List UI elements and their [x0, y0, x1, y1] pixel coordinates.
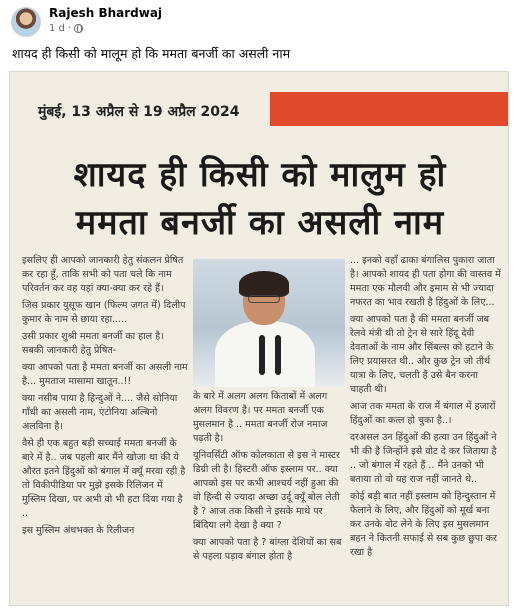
article-paragraph: उसी प्रकार शुश्री ममता बनर्जी का हाल है। सबकी जानकारी हेतु प्रेषित- — [22, 331, 164, 356]
microphone-icon — [275, 335, 281, 375]
article-paragraph: के बारे में अलग अलग किताबों में अलग अलग विवरण है। पर ममता बनर्जी एक मुसलमान है .. ममता बनर्जी रोज नमाज पढ़ती है। — [193, 391, 328, 444]
article-paragraph: इस मुस्लिम अंधभक्त के रिलीजन — [22, 525, 135, 536]
article-middle-column — [193, 390, 346, 567]
article-paragraph: जिस प्रकार युसूफ खान (फिल्म जगत में) दिलीप कुमार के नाम से छाया रहा..... — [22, 300, 186, 325]
article-paragraph: कोई बड़ी बात नहीं इस्लाम को हिन्दुस्तान में फैलाने के लिए, और हिंदुओं को मूर्ख बना कर उनके वोट लेने के लिए इस मुसलमान बहन ने कितनी सफाई से सब कुछ छुपा कर रखा है — [350, 491, 497, 558]
article-paragraph: इसलिए ही आपको जानकारी हेतु संकलन प्रेषित कर रहा हूँ, ताकि सभी को पता चले कि नाम परिवर्तन कर वह यहां क्या-क्या कर रहे हैं। — [22, 255, 184, 294]
article-paragraph: ... इनको वहाँ ढाका बंगालिस पुकारा जाता है। आपको शायद ही पता होगा की वास्तव में ममता एक मौलवी और इमाम से भी ज्यादा नफरत का भाव रखती है हिंदुओं के लिए... — [350, 255, 501, 308]
post-header — [0, 0, 514, 40]
author-name[interactable]: Rajesh Bhardwaj — [49, 6, 163, 20]
article-paragraph: क्या आपको पता है ममता बनर्जी का असली नाम है... मुमताज मासामा खातून..!! — [22, 362, 188, 387]
article-paragraph: दरअसल उन हिंदुओं की हत्या उन हिंदुओं ने भी की है जिन्होंने इसे वोट दे कर जिताया है .. जो बंगाल में रहते हैं .. मैंने उनको भी बताया तो वो यह राज नहीं जानते थे.. — [350, 432, 497, 485]
article-paragraph: क्या आपको पता है की ममता बनर्जी जब रेलवे मंत्री थी तो ट्रेन से सारे हिंदू देवी देवताओं के नाम और सिंबल्स को हटाने के लिए प्रयासरत थी.. और कुछ ट्रेन जो तीर्थ यात्रा के लिए, चलती हैं उसे बैन करना चाहती थी। — [350, 314, 494, 395]
meta-separator: · — [67, 23, 72, 34]
avatar[interactable] — [11, 7, 41, 37]
header-red-bar — [270, 92, 509, 126]
globe-icon[interactable] — [74, 24, 83, 33]
article-paragraph: यूनिवर्सिटी ऑफ कोलकाता से इस ने मास्टर डिग्री ली है। हिस्टरी ऑफ इस्लाम पर.. क्या आपको इस पर कभी आश्चर्य नहीं हुआ की वो हिन्दी से ज्यादा अच्छा उर्दू क्यूँ बोल लेती है ? आज तक किसी ने इसके माथे पर बिंदिया लगे देखा है क्या ? — [193, 450, 340, 531]
photo-saree — [215, 321, 315, 387]
post-time[interactable]: 1 d — [49, 23, 65, 34]
article-paragraph: क्या आपको पता है ? बांग्ला देशियों का सब से पहला पड़ाव बंगाल होता है — [193, 537, 342, 562]
article-left-column — [22, 254, 188, 541]
article-right-column — [350, 254, 502, 563]
newspaper-dateline: मुंबई, 13 अप्रैल से 19 अप्रैल 2024 — [38, 104, 240, 120]
article-paragraph: वैसे ही एक बहुत बड़ी सच्चाई ममता बनर्जी के बारे में है.. जब पहली बार मैंने खोजा था की ये औरत इतने हिंदुओं को बंगाल में क्यूँ मरवा रही है तो विकीपीडिया पर मुझे इसके रिलिजन में मुस्लिम दिखा, पर अभी वो भी हटा दिया गया है .. — [22, 438, 186, 519]
post-caption: शायद ही किसी को मालूम हो कि ममता बनर्जी का असली नाम — [12, 46, 291, 61]
photo-glasses — [248, 295, 280, 303]
headline-line-1: शायद ही किसी को मालुम हो — [73, 155, 447, 195]
post-meta — [49, 23, 83, 34]
headline-line-2: ममता बनर्जी का असली नाम — [75, 203, 445, 243]
article-paragraph: क्या नसीब पाया है हिन्दुओं ने.... जैसे सोनिया गाँधी का असली नाम, एंटोनिया अल्बिनो अलविना है। — [22, 393, 178, 432]
photo-hair — [239, 271, 289, 297]
politician-photo — [193, 259, 345, 387]
post-photo[interactable] — [9, 71, 509, 606]
microphone-icon — [259, 335, 265, 375]
article-paragraph: आज तक ममता के राज में बंगाल में हजारों हिंदुओं का कत्ल हो चुका है..। — [350, 401, 496, 426]
